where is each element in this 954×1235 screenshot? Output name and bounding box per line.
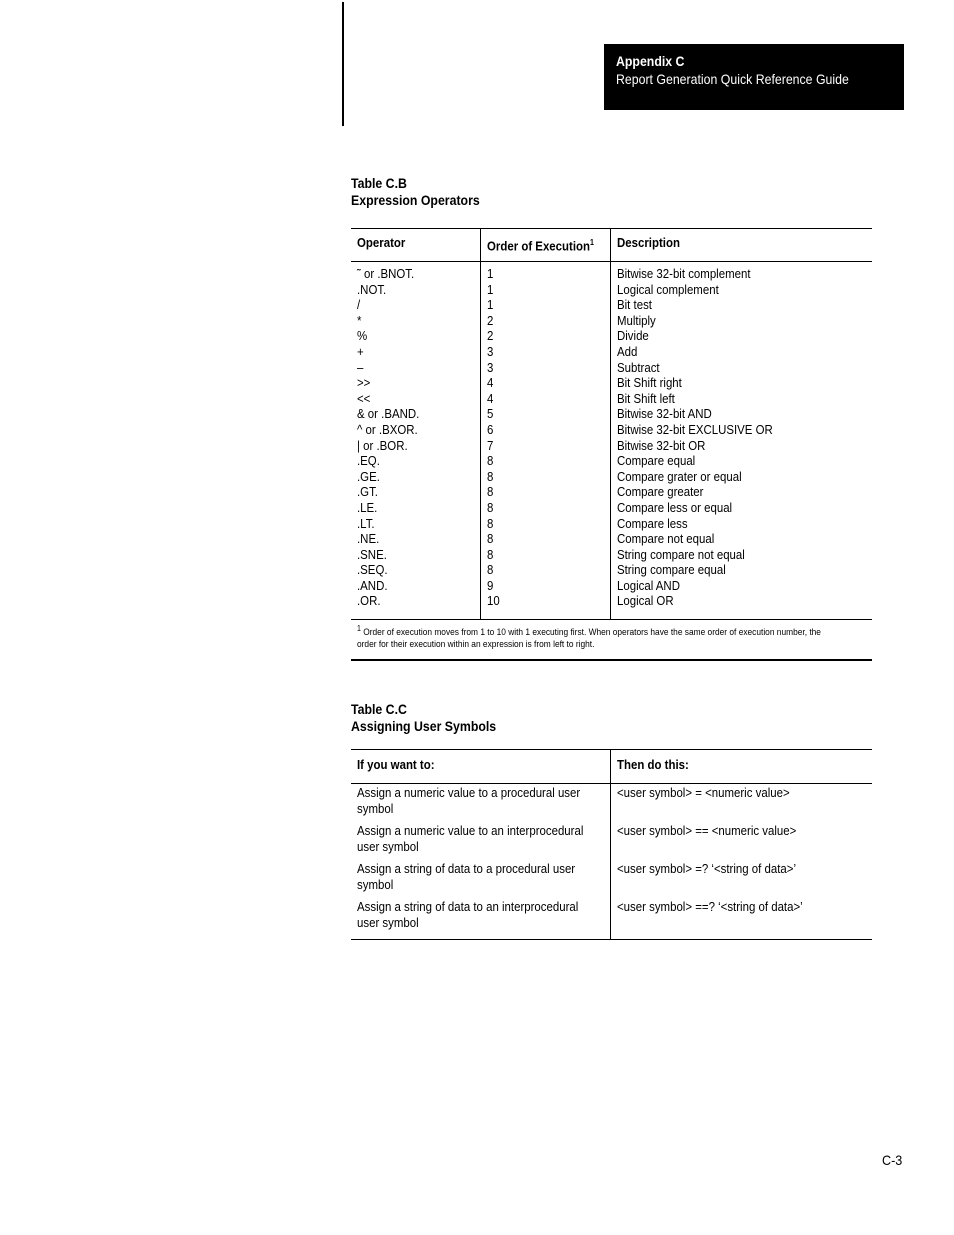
- table-header-row: [351, 229, 872, 262]
- description-cell: Subtract: [617, 359, 660, 375]
- description-cell: Bitwise 32-bit complement: [617, 266, 751, 281]
- operator-cell: .SNE.: [357, 546, 387, 562]
- do-cell: <user symbol> = <numeric value>: [617, 785, 790, 800]
- do-cell: <user symbol> ==? ‘<string of data>’: [617, 899, 803, 914]
- order-cell: 8: [487, 468, 494, 484]
- description-cell: Compare grater or equal: [617, 468, 742, 484]
- order-cell: 1: [487, 297, 494, 313]
- guide-title: Report Generation Quick Reference Guide: [616, 71, 849, 87]
- footnote-ref: 1: [589, 238, 594, 247]
- operator-cell: +: [357, 343, 364, 359]
- order-cell: 8: [487, 515, 494, 531]
- table-b-title: Expression Operators: [351, 192, 480, 208]
- order-cell: 7: [487, 437, 494, 453]
- user-symbols-table: [351, 749, 872, 940]
- table-footnote: [351, 620, 872, 661]
- description-cell: Logical complement: [617, 281, 719, 297]
- footnote-line-2: order for their execution within an expression is from left to right.: [357, 639, 595, 651]
- operator-cell: .GE.: [357, 468, 380, 484]
- column-header-want: If you want to:: [351, 750, 611, 783]
- order-cell: 1: [487, 281, 494, 297]
- description-cell: Bitwise 32-bit EXCLUSIVE OR: [617, 421, 773, 437]
- operator-cell: .LE.: [357, 499, 378, 515]
- operator-cell: .SEQ.: [357, 562, 388, 578]
- operator-cell: | or .BOR.: [357, 437, 408, 453]
- description-cell: Compare greater: [617, 484, 704, 500]
- operator-cell: *: [357, 312, 362, 328]
- want-cell: Assign a string of data to a procedural user symbol: [357, 861, 576, 892]
- description-cell: Bit Shift left: [617, 390, 675, 406]
- order-cell: 3: [487, 359, 494, 375]
- operator-cell: /: [357, 297, 361, 313]
- want-cell: Assign a string of data to an interprocedural user symbol: [357, 899, 579, 930]
- order-cell: 3: [487, 343, 494, 359]
- page-number: C-3: [882, 1152, 903, 1168]
- do-column: [611, 784, 872, 939]
- want-cell: Assign a numeric value to a procedural user symbol: [357, 785, 581, 816]
- operator-cell: >>: [357, 375, 371, 391]
- order-cell: 4: [487, 375, 494, 391]
- column-header-order: [481, 229, 611, 261]
- description-cell: Compare not equal: [617, 531, 715, 547]
- order-cell: 5: [487, 406, 494, 422]
- order-cell: 8: [487, 453, 494, 469]
- description-cell: Compare less: [617, 515, 688, 531]
- order-cell: 10: [487, 593, 500, 609]
- operator-cell: <<: [357, 390, 371, 406]
- description-cell: Compare equal: [617, 453, 696, 469]
- table-b-caption: [351, 175, 480, 209]
- order-column: [481, 262, 611, 619]
- order-cell: 8: [487, 484, 494, 500]
- appendix-header: [604, 44, 904, 110]
- order-cell: 8: [487, 499, 494, 515]
- operator-cell: .OR.: [357, 593, 381, 609]
- order-cell: 1: [487, 266, 494, 281]
- do-cell: <user symbol> =? ‘<string of data>’: [617, 861, 797, 876]
- description-cell: Bitwise 32-bit OR: [617, 437, 706, 453]
- want-cell: Assign a numeric value to an interprocedural user symbol: [357, 823, 584, 854]
- order-cell: 2: [487, 328, 494, 344]
- operator-cell: & or .BAND.: [357, 406, 420, 422]
- operator-column: [351, 262, 481, 619]
- description-cell: String compare equal: [617, 562, 726, 578]
- expression-operators-table: [351, 228, 872, 661]
- column-header-operator: Operator: [351, 229, 481, 261]
- description-cell: Logical OR: [617, 593, 674, 609]
- table-header-row: [351, 750, 872, 784]
- footnote-line-1: Order of execution moves from 1 to 10 with 1 executing first. When operators have the same order of execution number, the: [363, 627, 821, 639]
- operator-cell: .LT.: [357, 515, 375, 531]
- description-cell: Multiply: [617, 312, 656, 328]
- operator-cell: .EQ.: [357, 453, 380, 469]
- column-header-description: Description: [617, 235, 680, 250]
- operator-cell: %: [357, 328, 368, 344]
- description-cell: Bitwise 32-bit AND: [617, 406, 712, 422]
- operator-cell: .AND.: [357, 577, 388, 593]
- appendix-label: Appendix C: [616, 53, 685, 69]
- order-cell: 8: [487, 562, 494, 578]
- operator-cell: –: [357, 359, 364, 375]
- order-cell: 9: [487, 577, 494, 593]
- description-cell: Bit test: [617, 297, 652, 313]
- table-body: [351, 262, 872, 620]
- description-cell: Divide: [617, 328, 649, 344]
- footnote-marker: 1: [357, 624, 361, 634]
- operator-cell: ˜ or .BNOT.: [357, 266, 415, 281]
- description-cell: Logical AND: [617, 577, 680, 593]
- order-cell: 4: [487, 390, 494, 406]
- table-c-caption: [351, 701, 496, 735]
- table-c-label: Table C.C: [351, 701, 407, 717]
- description-cell: Compare less or equal: [617, 499, 733, 515]
- description-cell: Add: [617, 343, 638, 359]
- description-cell: Bit Shift right: [617, 375, 682, 391]
- table-body: [351, 784, 872, 939]
- description-cell: String compare not equal: [617, 546, 745, 562]
- order-cell: 2: [487, 312, 494, 328]
- order-cell: 8: [487, 531, 494, 547]
- table-b-label: Table C.B: [351, 175, 407, 191]
- margin-rule: [342, 2, 344, 126]
- order-cell: 6: [487, 421, 494, 437]
- do-cell: <user symbol> == <numeric value>: [617, 823, 797, 838]
- order-header-text: Order of Execution: [487, 238, 590, 254]
- column-header-do: Then do this:: [617, 757, 689, 772]
- operator-cell: .GT.: [357, 484, 378, 500]
- order-cell: 8: [487, 546, 494, 562]
- description-column: [611, 262, 872, 619]
- table-c-title: Assigning User Symbols: [351, 718, 497, 734]
- operator-cell: .NE.: [357, 531, 380, 547]
- operator-cell: ^ or .BXOR.: [357, 421, 418, 437]
- want-column: [351, 784, 611, 939]
- operator-cell: .NOT.: [357, 281, 387, 297]
